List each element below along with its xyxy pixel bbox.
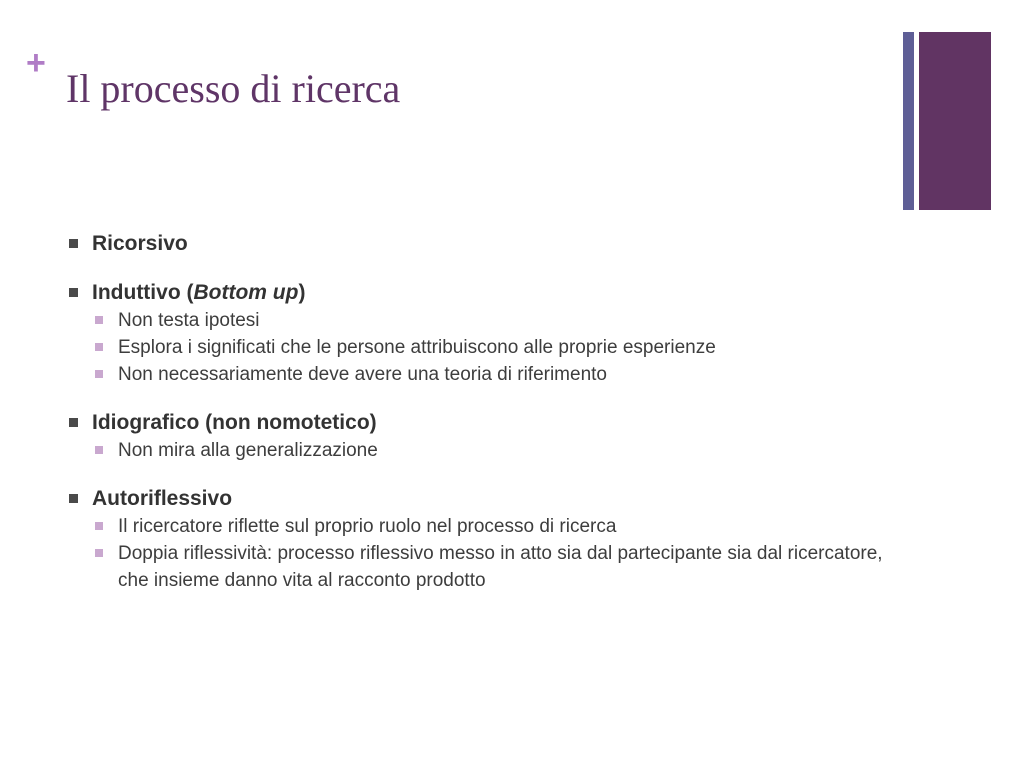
bullet-item — [68, 229, 908, 258]
plus-icon: + — [26, 44, 46, 82]
sub-bullet-list — [68, 307, 908, 388]
bullet-item — [68, 408, 908, 437]
sub-bullet-text: Non testa ipotesi — [118, 310, 260, 331]
bullet-label: Idiografico (non nomotetico) — [92, 411, 377, 434]
bullet-list — [68, 229, 908, 614]
bullet-label-suffix: ) — [298, 281, 306, 304]
sub-bullet-item — [68, 361, 908, 388]
bullet-label-italic: Bottom up — [193, 281, 299, 304]
bullet-label: Autoriflessivo — [92, 487, 233, 510]
sub-bullet-item — [68, 540, 908, 594]
sub-bullet-item — [68, 513, 908, 540]
bullet-item — [68, 484, 908, 513]
sub-bullet-item — [68, 437, 908, 464]
slide-title: Il processo di ricerca — [66, 66, 401, 111]
square-sub-bullet-icon — [95, 522, 103, 530]
sub-bullet-text: Doppia riflessività: processo riflessivo messo in atto sia dal partecipante sia dal ricercatore, che insieme danno vita al racconto prodotto — [118, 543, 883, 591]
sub-bullet-item — [68, 334, 908, 361]
sub-bullet-text: Il ricercatore riflette sul proprio ruolo nel processo di ricerca — [118, 516, 617, 537]
sub-bullet-list — [68, 513, 908, 594]
square-bullet-icon — [69, 288, 78, 297]
square-sub-bullet-icon — [95, 549, 103, 557]
sub-bullet-item — [68, 307, 908, 334]
section-idiografico — [68, 408, 908, 464]
bullet-label: Induttivo ( — [92, 281, 194, 304]
sub-bullet-text: Non mira alla generalizzazione — [118, 440, 378, 461]
square-sub-bullet-icon — [95, 446, 103, 454]
sub-bullet-text: Esplora i significati che le persone attribuiscono alle proprie esperienze — [118, 337, 716, 358]
section-autoriflessivo — [68, 484, 908, 594]
decorative-bar-thick — [919, 32, 991, 210]
square-sub-bullet-icon — [95, 370, 103, 378]
square-bullet-icon — [69, 239, 78, 248]
section-induttivo — [68, 278, 908, 388]
bullet-item — [68, 278, 908, 307]
square-sub-bullet-icon — [95, 316, 103, 324]
sub-bullet-list — [68, 437, 908, 464]
decorative-bar-thin — [903, 32, 914, 210]
section-ricorsivo — [68, 229, 908, 258]
square-sub-bullet-icon — [95, 343, 103, 351]
square-bullet-icon — [69, 494, 78, 503]
sub-bullet-text: Non necessariamente deve avere una teoria di riferimento — [118, 364, 607, 385]
bullet-label: Ricorsivo — [92, 232, 188, 255]
square-bullet-icon — [69, 418, 78, 427]
